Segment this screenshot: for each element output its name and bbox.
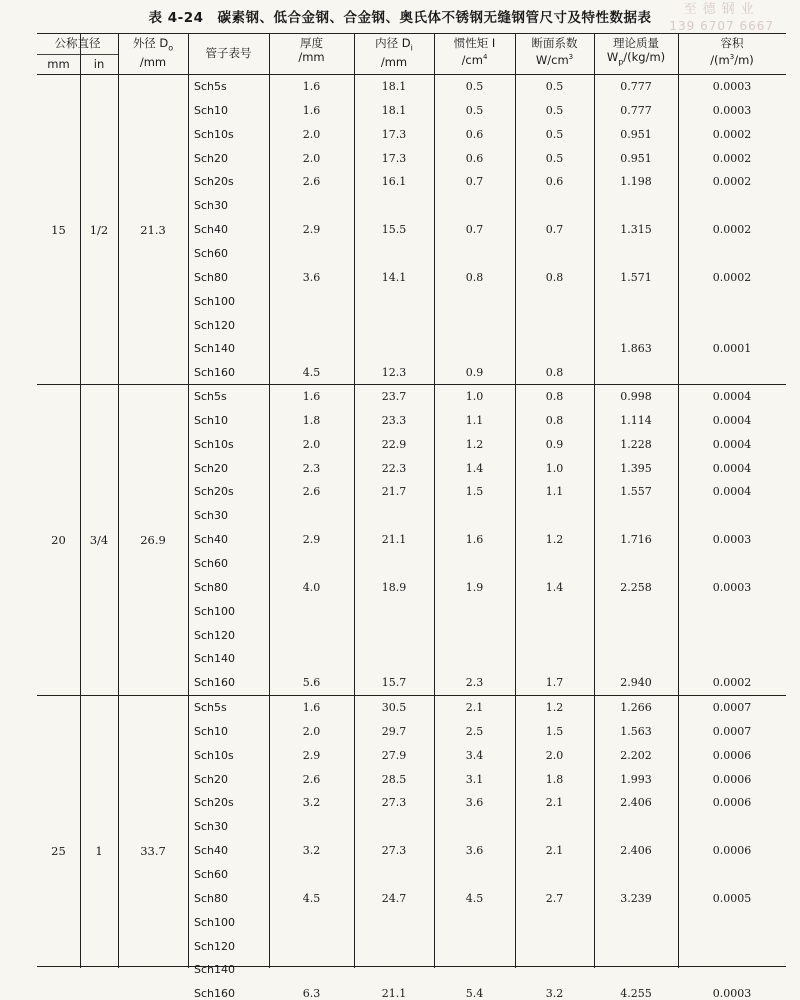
column-rule: [434, 33, 435, 968]
schedule-cell: Sch30: [194, 199, 228, 213]
group-in: 3/4: [89, 533, 109, 548]
weight-cell: 2.258: [620, 580, 652, 594]
inertia-cell: 3.6: [465, 796, 484, 810]
inertia-cell: 0.6: [465, 127, 484, 141]
section-modulus-cell: 0.8: [545, 390, 564, 403]
thickness-cell: 1.6: [302, 390, 321, 403]
thickness-cell: 1.6: [302, 103, 321, 117]
column-rule: [594, 33, 595, 968]
id-label: 内径 D: [375, 36, 411, 50]
volume-cell: 0.0007: [712, 724, 752, 738]
table-caption: 碳素钢、低合金钢、合金钢、奥氏体不锈钢无缝钢管尺寸及特性数据表: [217, 10, 652, 26]
weight-cell: 0.777: [620, 80, 652, 93]
schedule-cell: Sch140: [194, 963, 235, 977]
table-bottom-rule: [37, 966, 786, 967]
schedule-cell: Sch160: [194, 366, 235, 380]
volume-cell: 0.0002: [712, 676, 752, 690]
column-rule: [678, 33, 679, 968]
inertia-cell: 2.3: [465, 676, 484, 690]
weight-cell: 2.202: [620, 748, 652, 762]
thickness-cell: 4.5: [302, 891, 321, 905]
thickness-cell: 2.0: [302, 437, 321, 451]
schedule-cell: Sch5s: [194, 80, 227, 93]
inertia-cell: 2.5: [465, 724, 484, 738]
schedule-cell: Sch80: [194, 891, 228, 905]
thickness-cell: 2.0: [302, 127, 321, 141]
section-modulus-cell: 1.0: [545, 461, 564, 475]
od-unit: /mm: [139, 55, 167, 70]
volume-cell: 0.0002: [712, 127, 752, 141]
inner-diameter-cell: 12.3: [381, 366, 407, 380]
inertia-cell: 1.4: [465, 461, 484, 475]
inertia-cell: 1.0: [465, 390, 484, 403]
header-in: in: [93, 57, 105, 71]
section-modulus-cell: 1.5: [545, 724, 564, 738]
schedule-cell: Sch120: [194, 628, 235, 642]
weight-label: 理论质量: [613, 36, 659, 50]
volume-cell: 0.0004: [712, 390, 752, 403]
schedule-cell: Sch10s: [194, 748, 234, 762]
group-outer-diameter: 21.3: [140, 223, 166, 238]
header-outer-diameter: [118, 36, 188, 69]
weight-unit: W: [606, 50, 619, 64]
group-mm: 20: [51, 533, 66, 548]
thickness-cell: 1.8: [302, 413, 321, 427]
volume-cell: 0.0003: [712, 80, 752, 93]
thickness-cell: 2.9: [302, 223, 321, 237]
schedule-cell: Sch160: [194, 676, 235, 690]
group-in: 1/2: [89, 223, 109, 238]
volume-cell: 0.0003: [712, 580, 752, 594]
weight-cell: 1.266: [620, 701, 652, 714]
section-modulus-cell: 0.5: [545, 103, 564, 117]
inertia-cell: 3.4: [465, 748, 484, 762]
section-modulus-cell: 0.8: [545, 413, 564, 427]
inertia-cell: 1.1: [465, 413, 484, 427]
column-rule: [354, 33, 355, 968]
inner-diameter-cell: 22.9: [381, 437, 407, 451]
group-divider: [37, 695, 786, 696]
thickness-cell: 2.6: [302, 772, 321, 786]
weight-cell: 1.563: [620, 724, 652, 738]
schedule-cell: Sch20: [194, 151, 228, 165]
schedule-cell: Sch140: [194, 652, 235, 666]
weight-cell: 1.198: [620, 175, 652, 189]
weight-cell: 1.315: [620, 223, 652, 237]
volume-cell: 0.0001: [712, 342, 752, 356]
volume-cell: 0.0004: [712, 485, 752, 499]
section-modulus-cell: 0.6: [545, 175, 564, 189]
watermark-company: 至德钢业: [683, 2, 760, 17]
schedule-cell: Sch20s: [194, 796, 234, 810]
thickness-cell: 2.6: [302, 485, 321, 499]
inner-diameter-cell: 29.7: [381, 724, 407, 738]
section-modulus-cell: 1.1: [545, 485, 564, 499]
section-modulus-cell: 2.1: [545, 844, 564, 858]
inner-diameter-cell: 17.3: [381, 151, 407, 165]
weight-cell: 2.406: [620, 844, 652, 858]
inner-diameter-cell: 15.5: [381, 223, 407, 237]
inner-diameter-cell: 28.5: [381, 772, 407, 786]
volume-cell: 0.0006: [712, 796, 752, 810]
thickness-cell: 1.6: [302, 701, 321, 714]
thickness-cell: 1.6: [302, 80, 321, 93]
section-modulus-cell: 0.8: [545, 270, 564, 284]
thickness-cell: 4.5: [302, 366, 321, 380]
group-mm: 25: [51, 844, 66, 859]
schedule-cell: Sch160: [194, 987, 235, 1000]
weight-cell: 0.998: [620, 390, 652, 403]
schedule-cell: Sch10: [194, 724, 228, 738]
weight-cell: 3.239: [620, 891, 652, 905]
weight-subscript: p: [618, 57, 624, 67]
header-nominal-diameter: 公称直径: [54, 36, 101, 50]
weight-cell: 0.951: [620, 127, 652, 141]
inertia-cell: 3.1: [465, 772, 484, 786]
volume-cell: 0.0004: [712, 413, 752, 427]
inner-diameter-cell: 17.3: [381, 127, 407, 141]
section-modulus-cell: 2.0: [545, 748, 564, 762]
data-table: [37, 33, 786, 1000]
inner-diameter-cell: 21.1: [381, 533, 407, 547]
section-modulus-cell: 0.5: [545, 127, 564, 141]
schedule-cell: Sch10: [194, 103, 228, 117]
thickness-cell: 2.6: [302, 175, 321, 189]
inertia-cell: 1.2: [465, 437, 484, 451]
od-subscript: o: [168, 43, 174, 53]
section-modulus-cell: 2.1: [545, 796, 564, 810]
section-modulus-cell: 2.7: [545, 891, 564, 905]
inner-diameter-cell: 30.5: [381, 701, 407, 714]
watermark-phone: 139 6707 6667: [669, 19, 774, 33]
volume-cell: 0.0002: [712, 270, 752, 284]
schedule-cell: Sch120: [194, 318, 235, 332]
volume-cell: 0.0006: [712, 748, 752, 762]
inertia-cell: 5.4: [465, 987, 484, 1000]
column-rule: [118, 33, 119, 968]
weight-unit-2: /(kg/m): [623, 50, 666, 64]
volume-unit: /(m: [710, 52, 730, 67]
inner-diameter-cell: 15.7: [381, 676, 407, 690]
schedule-cell: Sch80: [194, 270, 228, 284]
volume-cell: 0.0004: [712, 461, 752, 475]
inertia-cell: 1.5: [465, 485, 484, 499]
section-modulus-cell: 1.7: [545, 676, 564, 690]
inertia-cell: 1.9: [465, 580, 484, 594]
schedule-cell: Sch20s: [194, 175, 234, 189]
volume-cell: 0.0002: [712, 175, 752, 189]
schedule-cell: Sch60: [194, 246, 228, 260]
column-rule: [80, 33, 81, 968]
header-mm: mm: [47, 57, 70, 71]
volume-cell: 0.0005: [712, 891, 752, 905]
group-divider: [37, 384, 786, 385]
inertia-unit: /cm: [461, 52, 483, 67]
schedule-cell: Sch20: [194, 461, 228, 475]
inner-diameter-cell: 27.9: [381, 748, 407, 762]
weight-cell: 1.863: [620, 342, 652, 356]
inertia-cell: 4.5: [465, 891, 484, 905]
inner-diameter-cell: 18.9: [381, 580, 407, 594]
inertia-cell: 0.8: [465, 270, 484, 284]
inner-diameter-cell: 16.1: [381, 175, 407, 189]
schedule-cell: Sch10s: [194, 127, 234, 141]
volume-cell: 0.0004: [712, 437, 752, 451]
inertia-label: 惯性矩 I: [453, 36, 496, 50]
inner-diameter-cell: 14.1: [381, 270, 407, 284]
inertia-cell: 0.9: [465, 366, 484, 380]
section-superscript: 3: [568, 53, 574, 61]
section-modulus-cell: 1.2: [545, 701, 564, 714]
section-label: 断面系数: [531, 36, 578, 50]
group-outer-diameter: 26.9: [140, 533, 166, 548]
header-thickness: [269, 36, 354, 64]
thickness-cell: 2.3: [302, 461, 321, 475]
schedule-cell: Sch5s: [194, 701, 227, 714]
schedule-cell: Sch40: [194, 223, 228, 237]
schedule-cell: Sch100: [194, 604, 235, 618]
schedule-cell: Sch60: [194, 556, 228, 570]
header-section-modulus: [515, 36, 594, 67]
volume-label: 容积: [720, 36, 744, 50]
schedule-cell: Sch10s: [194, 437, 234, 451]
inner-diameter-cell: 18.1: [381, 103, 407, 117]
volume-unit-2: /m): [734, 52, 754, 67]
section-modulus-cell: 1.2: [545, 533, 564, 547]
schedule-cell: Sch100: [194, 915, 235, 929]
weight-cell: 1.114: [620, 413, 652, 427]
inner-diameter-cell: 22.3: [381, 461, 407, 475]
id-subscript: i: [410, 43, 413, 53]
weight-cell: 1.571: [620, 270, 652, 284]
section-modulus-cell: 0.5: [545, 80, 564, 93]
thickness-cell: 2.9: [302, 533, 321, 547]
schedule-cell: Sch80: [194, 580, 228, 594]
inner-diameter-cell: 23.3: [381, 413, 407, 427]
volume-cell: 0.0003: [712, 103, 752, 117]
volume-superscript: 3: [729, 53, 735, 61]
weight-cell: 1.993: [620, 772, 652, 786]
header-weight: [594, 36, 678, 69]
schedule-cell: Sch10: [194, 413, 228, 427]
thickness-cell: 6.3: [302, 987, 321, 1000]
section-modulus-cell: 0.9: [545, 437, 564, 451]
weight-cell: 0.951: [620, 151, 652, 165]
inner-diameter-cell: 18.1: [381, 80, 407, 93]
header-bottom-rule: [37, 74, 786, 75]
schedule-cell: Sch60: [194, 867, 228, 881]
inner-diameter-cell: 21.1: [381, 987, 407, 1000]
inner-diameter-cell: 27.3: [381, 796, 407, 810]
volume-cell: 0.0006: [712, 772, 752, 786]
thickness-cell: 2.0: [302, 724, 321, 738]
group-in: 1: [95, 844, 103, 859]
inner-diameter-cell: 23.7: [381, 390, 407, 403]
section-modulus-cell: 0.7: [545, 223, 564, 237]
section-modulus-cell: 0.5: [545, 151, 564, 165]
thickness-cell: 2.9: [302, 748, 321, 762]
weight-cell: 1.395: [620, 461, 652, 475]
section-modulus-cell: 3.2: [545, 987, 564, 1000]
thickness-cell: 5.6: [302, 676, 321, 690]
volume-cell: 0.0002: [712, 151, 752, 165]
watermark: [669, 2, 774, 34]
header-volume: [678, 36, 786, 67]
inner-diameter-cell: 21.7: [381, 485, 407, 499]
schedule-cell: Sch30: [194, 509, 228, 523]
section-modulus-cell: 0.8: [545, 366, 564, 380]
section-unit: W/cm: [535, 52, 569, 67]
thickness-cell: 3.6: [302, 270, 321, 284]
weight-cell: 0.777: [620, 103, 652, 117]
inertia-cell: 0.5: [465, 103, 484, 117]
weight-cell: 1.557: [620, 485, 652, 499]
table-top-rule: [37, 33, 786, 34]
header-sub-rule: [37, 54, 118, 55]
schedule-cell: Sch140: [194, 342, 235, 356]
header-inertia: [434, 36, 515, 67]
inertia-cell: 2.1: [465, 701, 484, 714]
group-outer-diameter: 33.7: [140, 844, 166, 859]
thickness-unit: /mm: [298, 50, 325, 64]
weight-cell: 4.255: [620, 987, 652, 1000]
volume-cell: 0.0003: [712, 987, 752, 1000]
group-mm: 15: [51, 223, 66, 238]
inertia-cell: 0.7: [465, 175, 484, 189]
column-rule: [269, 33, 270, 968]
table-number: 表 4-24: [148, 10, 204, 26]
section-modulus-cell: 1.8: [545, 772, 564, 786]
schedule-cell: Sch20: [194, 772, 228, 786]
thickness-cell: 3.2: [302, 796, 321, 810]
schedule-cell: Sch30: [194, 820, 228, 834]
schedule-cell: Sch20s: [194, 485, 234, 499]
inertia-cell: 3.6: [465, 844, 484, 858]
inner-diameter-cell: 27.3: [381, 844, 407, 858]
volume-cell: 0.0007: [712, 701, 752, 714]
schedule-cell: Sch40: [194, 844, 228, 858]
weight-cell: 1.716: [620, 533, 652, 547]
od-label: 外径 D: [132, 36, 169, 50]
inertia-cell: 1.6: [465, 533, 484, 547]
weight-cell: 1.228: [620, 437, 652, 451]
inertia-cell: 0.7: [465, 223, 484, 237]
volume-cell: 0.0006: [712, 844, 752, 858]
section-modulus-cell: 1.4: [545, 580, 564, 594]
header-inner-diameter: [354, 36, 434, 69]
schedule-cell: Sch40: [194, 533, 228, 547]
thickness-cell: 3.2: [302, 844, 321, 858]
schedule-cell: Sch5s: [194, 390, 227, 403]
id-unit: /mm: [380, 55, 408, 70]
weight-cell: 2.406: [620, 796, 652, 810]
column-rule: [188, 33, 189, 968]
schedule-cell: Sch100: [194, 294, 235, 308]
thickness-cell: 2.0: [302, 151, 321, 165]
schedule-cell: Sch120: [194, 939, 235, 953]
header-schedule: 管子表号: [205, 46, 252, 60]
inertia-superscript: 4: [482, 53, 488, 61]
volume-cell: 0.0003: [712, 533, 752, 547]
volume-cell: 0.0002: [712, 223, 752, 237]
thickness-cell: 4.0: [302, 580, 321, 594]
weight-cell: 2.940: [620, 676, 652, 690]
inner-diameter-cell: 24.7: [381, 891, 407, 905]
inertia-cell: 0.5: [465, 80, 484, 93]
column-rule: [515, 33, 516, 968]
inertia-cell: 0.6: [465, 151, 484, 165]
thickness-label: 厚度: [300, 36, 323, 50]
